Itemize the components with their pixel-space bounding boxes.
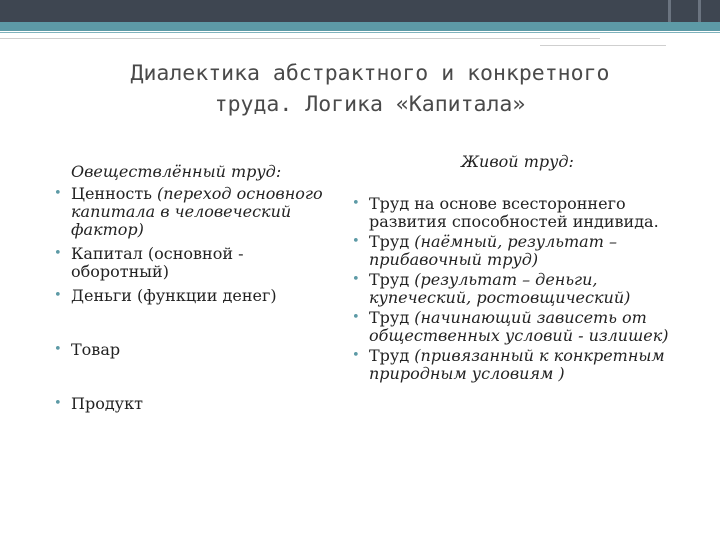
list-item: • Товар: [54, 340, 121, 359]
bullet-icon: •: [352, 348, 360, 363]
bullet-icon: •: [54, 246, 62, 261]
divider-line: [540, 45, 666, 46]
left-column: [52, 163, 337, 413]
right-column: [350, 153, 685, 383]
bullet-icon: •: [352, 272, 360, 287]
list-item: • Ценность (переход основного капитала в человеческий фактор): [54, 184, 323, 239]
list-item: • Труд (привязанный к конкретным природным условиям ): [352, 346, 665, 383]
bullet-icon: •: [54, 186, 62, 201]
bullet-icon: •: [54, 396, 62, 411]
right-heading: Живой труд:: [461, 152, 574, 171]
slide-title: [40, 58, 700, 120]
bullet-icon: •: [352, 196, 360, 211]
decor-stripe: [668, 0, 671, 22]
bullet-icon: •: [54, 342, 62, 357]
bullet-icon: •: [352, 234, 360, 249]
divider-line: [0, 32, 720, 33]
list-item: • Капитал (основной - оборотный): [54, 244, 244, 281]
list-item: • Деньги (функции денег): [54, 286, 277, 305]
right-list: [350, 195, 685, 383]
accent-bar: [0, 22, 720, 31]
decor-stripe: [698, 0, 701, 22]
title-line-2: труда. Логика «Капитала»: [214, 92, 526, 117]
divider-line: [0, 38, 600, 39]
list-item: • Труд на основе всестороннего развития способностей индивида.: [352, 194, 659, 231]
left-list: [52, 185, 337, 413]
list-item: • Труд (наёмный, результат – прибавочный труд): [352, 232, 617, 269]
top-decor-bar: [0, 0, 720, 22]
bullet-icon: •: [54, 288, 62, 303]
bullet-icon: •: [352, 310, 360, 325]
list-item: • Труд (начинающий зависеть от общественных условий - излишек): [352, 308, 669, 345]
left-heading: Овеществлённый труд:: [71, 162, 282, 181]
list-item: • Труд (результат – деньги, купеческий, ростовщический): [352, 270, 631, 307]
title-line-1: Диалектика абстрактного и конкретного: [130, 61, 610, 86]
list-item: • Продукт: [54, 394, 143, 413]
